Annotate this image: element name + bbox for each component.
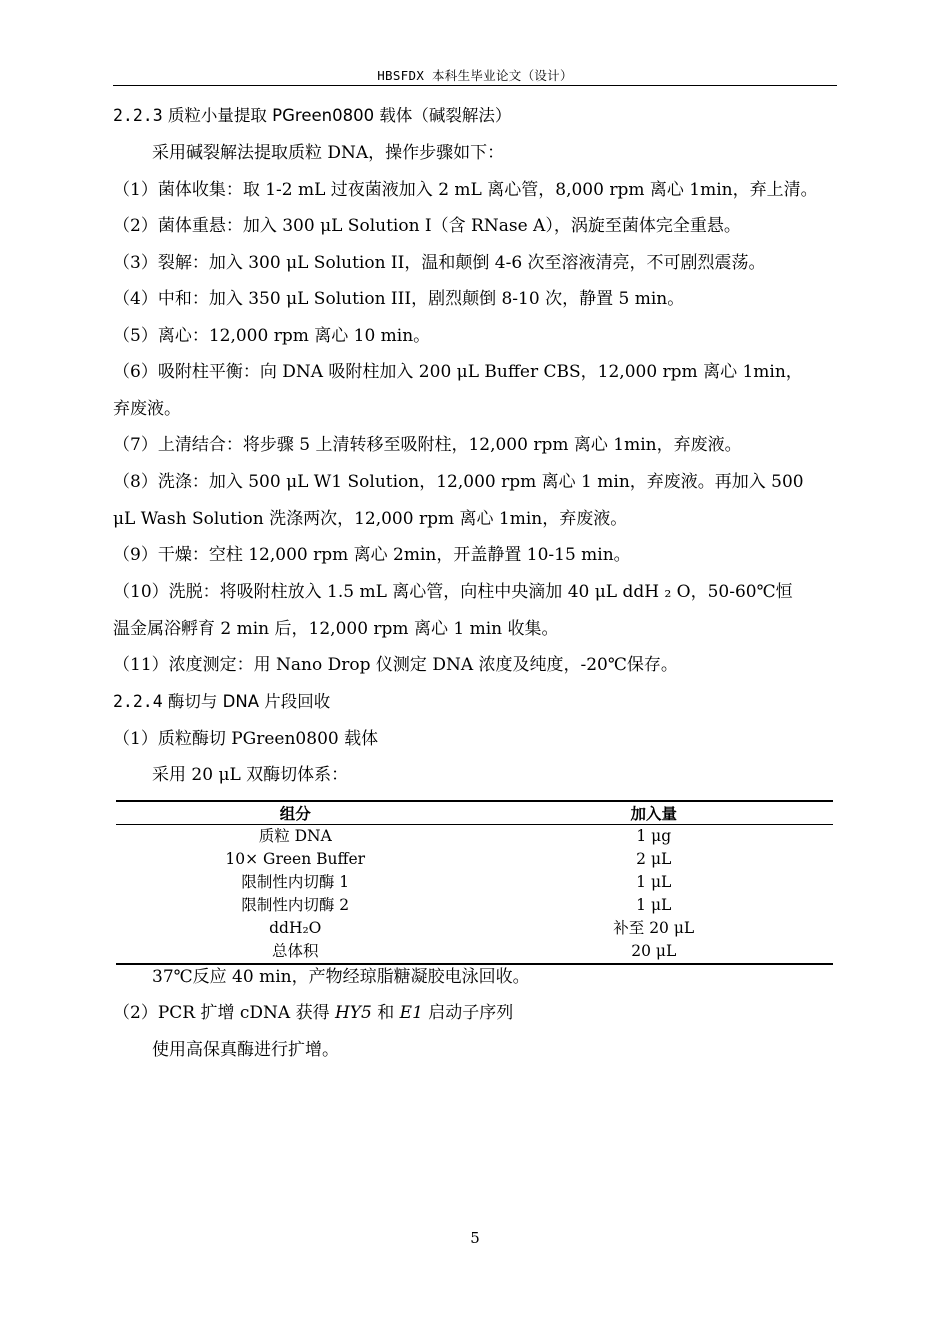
subheading-pcr <box>113 1002 513 1024</box>
step-line: 弃废液。 <box>113 399 181 419</box>
step-line: （9）干燥：空柱 12,000 rpm 离心 2min，开盖静置 10-15 min。 <box>113 545 631 565</box>
section-number: 2.2.4 <box>113 692 163 711</box>
section-number: 2.2.3 <box>113 106 163 125</box>
table-row <box>116 940 833 964</box>
digest-system-table <box>116 800 833 965</box>
table-row <box>116 848 833 871</box>
column-header-amount: 加入量 <box>475 801 834 825</box>
step-line: 温金属浴孵育 2 min 后，12,000 rpm 离心 1 min 收集。 <box>113 619 559 639</box>
running-header: HBSFDX 本科生毕业论文（设计） <box>377 68 573 83</box>
table-cell: ddH₂O <box>269 919 322 937</box>
section-title: 酶切与 DNA 片段回收 <box>167 692 331 711</box>
table-cell: 补至 20 μL <box>613 919 695 937</box>
table-row <box>116 871 833 894</box>
paragraph-intro: 采用碱裂解法提取质粒 DNA，操作步骤如下： <box>152 143 505 163</box>
table-cell: 限制性内切酶 2 <box>241 896 350 914</box>
section-heading-2-2-3 <box>113 105 511 127</box>
step-line: （8）洗涤：加入 500 μL W1 Solution，12,000 rpm 离心 1 min，弃废液。再加入 500 <box>113 472 804 492</box>
step-line: （4）中和：加入 350 μL Solution III，剧烈颠倒 8-10 次，静置 5 min。 <box>113 289 685 309</box>
header-rule <box>113 85 837 86</box>
paragraph-system-intro: 采用 20 μL 双酶切体系： <box>152 765 349 785</box>
table-cell: 质粒 DNA <box>258 827 332 845</box>
section-heading-2-2-4 <box>113 691 330 713</box>
column-header-component: 组分 <box>116 801 475 825</box>
table-row <box>116 894 833 917</box>
table-cell: 总体积 <box>116 940 475 964</box>
step-line: （3）裂解：加入 300 μL Solution II，温和颠倒 4-6 次至溶液清亮，不可剧烈震荡。 <box>113 253 766 273</box>
table-cell: 1 μg <box>636 827 672 845</box>
step-line: （5）离心：12,000 rpm 离心 10 min。 <box>113 326 431 346</box>
table-cell: 限制性内切酶 1 <box>241 873 350 891</box>
table-header-row <box>116 801 833 825</box>
step-line: （2）菌体重悬：加入 300 μL Solution I（含 RNase A），涡旋至菌体完全重悬。 <box>113 216 741 236</box>
step-line: （7）上清结合：将步骤 5 上清转移至吸附柱，12,000 rpm 离心 1min，弃废液。 <box>113 435 742 455</box>
step-line: （1）菌体收集：取 1-2 mL 过夜菌液加入 2 mL 离心管，8,000 rpm 离心 1min，弃上清。 <box>113 180 818 200</box>
paragraph-pcr-desc: 使用高保真酶进行扩增。 <box>152 1040 339 1060</box>
table-cell: 10× Green Buffer <box>225 850 366 868</box>
step-line: （10）洗脱：将吸附柱放入 1.5 mL 离心管，向柱中央滴加 40 μL ddH ₂ O，50-60℃恒 <box>113 582 793 602</box>
table-cell: 2 μL <box>636 850 672 868</box>
step-line: μL Wash Solution 洗涤两次，12,000 rpm 离心 1min，弃废液。 <box>113 509 628 529</box>
page-number: 5 <box>470 1229 480 1247</box>
step-line: （11）浓度测定：用 Nano Drop 仪测定 DNA 浓度及纯度，-20℃保存。 <box>113 655 678 675</box>
section-title: 质粒小量提取 PGreen0800 载体（碱裂解法） <box>167 106 512 125</box>
paragraph-after-table: 37℃反应 40 min，产物经琼脂糖凝胶电泳回收。 <box>152 967 530 987</box>
gene-name: E1 <box>399 1003 423 1023</box>
subheading-plasmid-digest: （1）质粒酶切 PGreen0800 载体 <box>113 729 379 749</box>
table-cell: 1 μL <box>636 873 672 891</box>
table-row <box>116 825 833 849</box>
subheading-text: 启动子序列 <box>422 1003 514 1023</box>
subheading-text: 和 <box>371 1003 400 1023</box>
gene-name: HY5 <box>334 1003 372 1023</box>
table-row <box>116 917 833 940</box>
table-cell: 20 μL <box>475 940 834 964</box>
step-line: （6）吸附柱平衡：向 DNA 吸附柱加入 200 μL Buffer CBS，12,000 rpm 离心 1min， <box>113 362 803 382</box>
table-cell: 1 μL <box>636 896 672 914</box>
subheading-text: （2）PCR 扩增 cDNA 获得 <box>113 1003 335 1023</box>
